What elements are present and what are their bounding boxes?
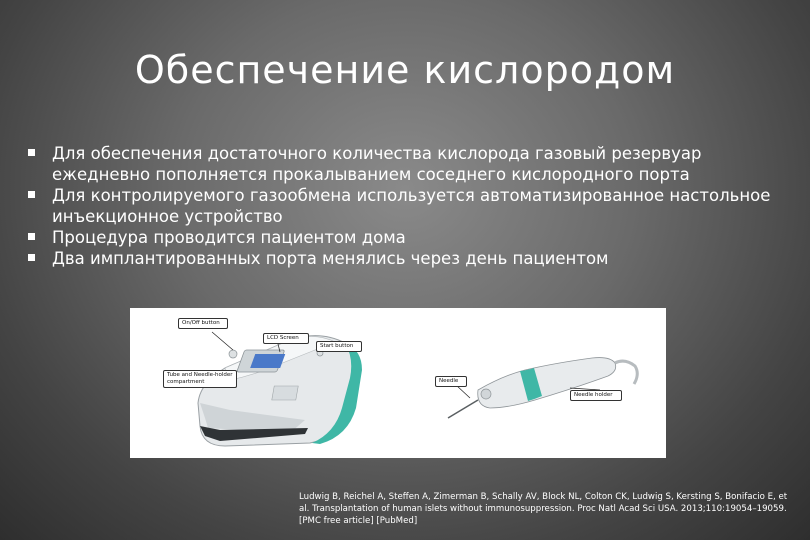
needle-holder-label: Needle holder — [570, 390, 622, 401]
bullet-list — [28, 143, 798, 269]
bullet-item — [28, 227, 798, 248]
tube-compartment-label: Tube and Needle-holder compartment — [163, 370, 237, 388]
bullet-text: Два имплантированных порта менялись через день пациентом — [52, 249, 609, 268]
bullet-text: Для контролируемого газообмена используется автоматизированное настольное инъекционное устройство — [52, 186, 771, 226]
onoff-button-label: On/Off button — [178, 318, 228, 329]
bullet-text: Для обеспечения достаточного количества кислорода газовый резервуар ежедневно пополняется прокалыванием соседнего кислородного порта — [52, 144, 702, 184]
bullet-item — [28, 143, 798, 185]
needle-holder-icon — [448, 358, 637, 418]
start-button-label: Start button — [316, 341, 362, 352]
slide-title: Обеспечение кислородом — [134, 48, 676, 92]
citation-text: Ludwig B, Reichel A, Steffen A, Zimerman B, Schally AV, Block NL, Colton CK, Ludwig S, Kersting S, Bonifacio E, et al. Transplantation of human islets without immunosuppression. Proc Natl Acad Sci USA. 2013;110:19054–19059. [PMC free article] [PubMed] — [299, 492, 788, 526]
bullet-text: Процедура проводится пациентом дома — [52, 228, 406, 247]
bullet-marker-icon — [28, 254, 35, 261]
device-figure — [130, 308, 666, 458]
needle-label: Needle — [435, 376, 467, 387]
lcd-screen-label: LCD Screen — [263, 333, 309, 344]
bullet-item — [28, 248, 798, 269]
bullet-item — [28, 185, 798, 227]
bullet-marker-icon — [28, 233, 35, 240]
bullet-marker-icon — [28, 149, 35, 156]
bullet-marker-icon — [28, 191, 35, 198]
